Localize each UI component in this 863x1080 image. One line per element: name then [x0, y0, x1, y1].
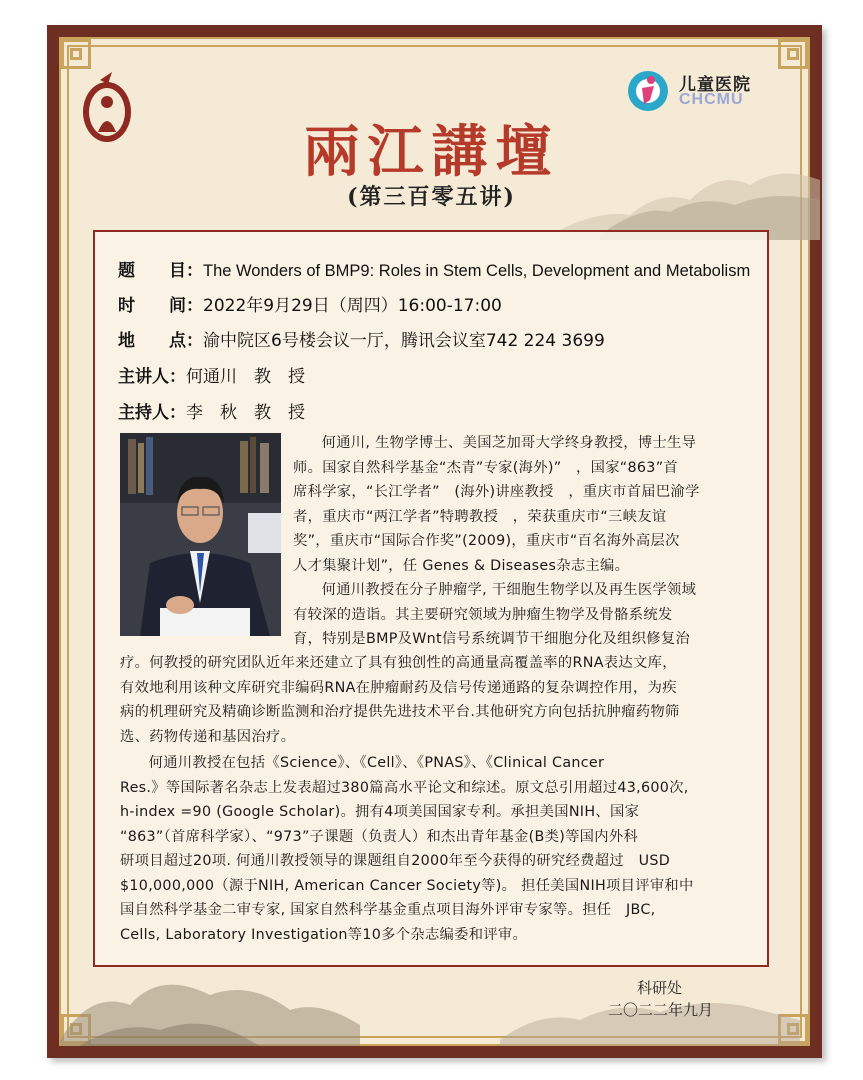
bio-line: “863”（首席科学家）、“973”子课题（负责人）和杰出青年基金(B类)等国内外科 [120, 828, 639, 845]
bio-line: 选、药物传递和基因治疗。 [120, 728, 296, 745]
speaker-photo [120, 433, 281, 636]
topic-row [118, 256, 750, 281]
bio-line: 何通川教授在包括《Science》、《Cell》、《PNAS》、《Clinical Cancer [148, 755, 605, 771]
bio-line: $10,000,000（源于NIH, American Cancer Society等)。 担任美国NIH项目评审和中 [120, 877, 694, 894]
bio-line: 何通川, 生物学博士、美国芝加哥大学终身教授，博士生导 [321, 435, 697, 451]
poster-title: 兩江講壇 [303, 119, 560, 185]
place-row [118, 326, 605, 351]
corner-ornament [61, 39, 91, 69]
bio-paragraph-2 [293, 578, 743, 652]
bio-line: h-index =90 (Google Scholar)。拥有4项美国国家专利。承担美国NIH、国家 [120, 804, 640, 820]
signature-department: 科研处 [637, 979, 683, 997]
place-label: 地 点： [118, 331, 203, 351]
bio-line: Cells, Laboratory Investigation等10多个杂志编委和评审。 [120, 926, 528, 943]
speaker-row [118, 362, 305, 387]
bio-line: Res.》等国际著名杂志上发表超过380篇高水平论文和综述。原文总引用超过43,600次, [120, 779, 689, 796]
logo-text-en: CHCMU [679, 91, 744, 108]
bio-line: 病的机理研究及精确诊断监测和治疗提供先进技术平台.其他研究方向包括抗肿瘤药物筛 [120, 704, 680, 720]
bio-line: 席科学家，“长江学者” (海外)讲座教授 ，重庆市首届巴渝学 [293, 484, 700, 500]
place-value: 渝中院区6号楼会议一厅，腾讯会议室742 224 3699 [203, 331, 605, 351]
bio-line: 有效地利用该种文库研究非编码RNA在肿瘤耐药及信号传递通路的复杂调控作用，为疾 [120, 679, 677, 696]
bio-line: 师。国家自然科学基金“杰青”专家(海外)” ，国家“863”首 [293, 459, 679, 476]
signature-date: 二〇二二年九月 [608, 1001, 714, 1019]
host-value: 李 秋 教 授 [186, 403, 305, 423]
bio-line: 国自然科学基金二审专家, 国家自然科学基金重点项目海外评审专家等。担任 JBC, [120, 902, 656, 918]
bio-line: 疗。何教授的研究团队近年来还建立了具有独创性的高通量高覆盖率的RNA表达文库， [120, 655, 677, 671]
bio-paragraph-3 [120, 751, 745, 947]
bio-paragraph-2-cont [120, 651, 745, 749]
corner-ornament [778, 39, 808, 69]
bio-line: 育，特别是BMP及Wnt信号系统调节干细胞分化及组织修复治 [293, 631, 691, 647]
logo-text-cn: 儿童医院 [679, 75, 751, 95]
topic-value: The Wonders of BMP9: Roles in Stem Cells, Development and Metabolism [203, 262, 751, 280]
bio-line: 者，重庆市“两江学者”特聘教授 ，荣获重庆市“三峡友谊 [293, 508, 667, 525]
bio-line: 有较深的造诣。其主要研究领域为肿瘤生物学及骨骼系统发 [293, 606, 673, 623]
bio-line: 奖”，重庆市“国际合作奖”(2009)，重庆市“百名海外高层次 [293, 533, 680, 549]
topic-label: 题 目： [118, 261, 203, 281]
time-label: 时 间： [118, 296, 203, 316]
speaker-label: 主讲人： [118, 367, 186, 387]
bio-line: 研项目超过20项. 何通川教授领导的课题组自2000年至今获得的研究经费超过 USD [120, 853, 671, 869]
host-label: 主持人： [118, 403, 186, 423]
time-value: 2022年9月29日（周四）16:00-17:00 [203, 296, 502, 316]
bio-paragraph-1 [293, 431, 743, 578]
speaker-value: 何通川 教 授 [186, 367, 305, 387]
bio-line: 人才集聚计划”，任 Genes & Diseases杂志主编。 [293, 557, 630, 574]
host-row [118, 398, 305, 423]
bio-line: 何通川教授在分子肿瘤学, 干细胞生物学以及再生医学领域 [321, 582, 697, 598]
lecture-number: (第三百零五讲) [347, 184, 516, 210]
time-row [118, 291, 502, 316]
